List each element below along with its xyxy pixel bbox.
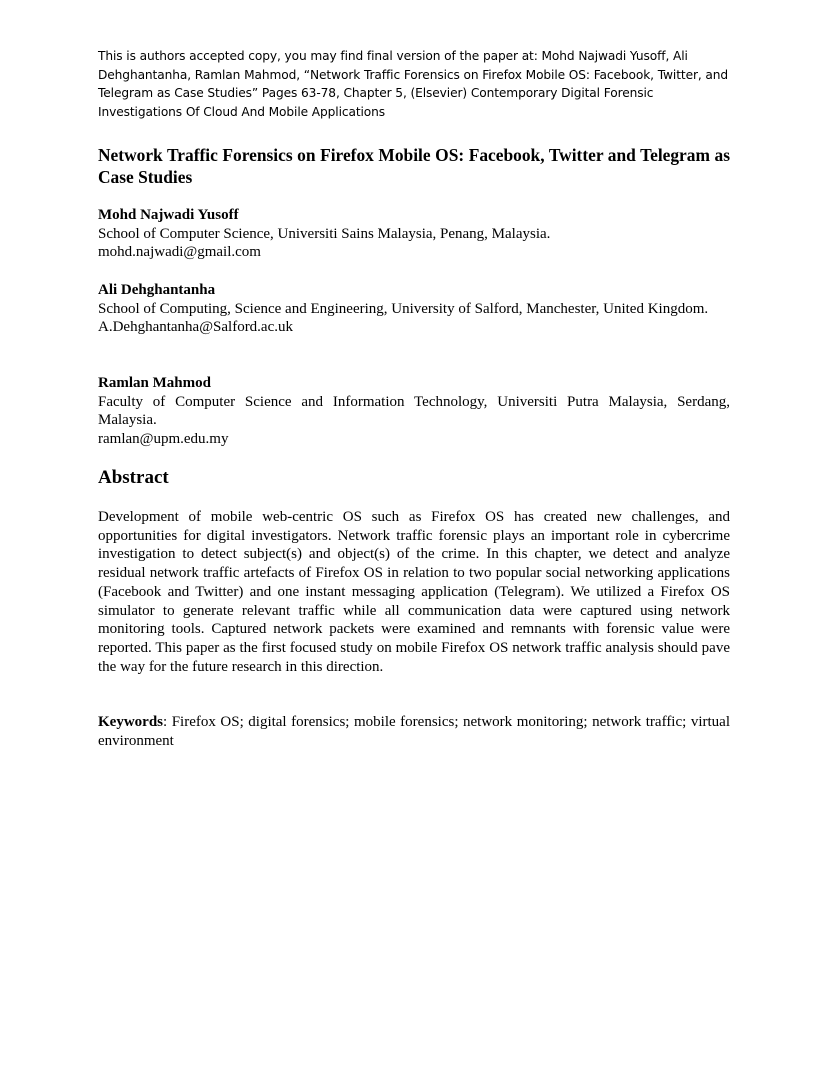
paper-title: Network Traffic Forensics on Firefox Mobile OS: Facebook, Twitter and Telegram as Case Studies xyxy=(98,145,730,187)
author-block-2 xyxy=(98,281,730,337)
keywords-label: Keywords xyxy=(98,714,163,730)
keywords-separator: : xyxy=(163,714,168,730)
author-affiliation: School of Computer Science, Universiti Sains Malaysia, Penang, Malaysia. xyxy=(98,225,551,242)
author-affiliation: Faculty of Computer Science and Information Technology, Universiti Putra Malaysia, Serdang, Malaysia. xyxy=(98,393,730,429)
author-block-3 xyxy=(98,374,730,449)
abstract-text: Development of mobile web-centric OS such as Firefox OS has created new challenges, and opportunities for digital investigators. Network traffic forensic plays an important role in cybercrime investigation to detect subject(s) and object(s) of the crime. In this chapter, we detect and analyze residual network traffic artefacts of Firefox OS in relation to two popular social networking applications (Facebook and Twitter) and one instant messaging application (Telegram). We utilized a Firefox OS simulator to generate relevant traffic while all communication data were captured using network monitoring tools. Captured network packets were examined and remnants with forensic value were reported. This paper as the first focused study on mobile Firefox OS network traffic analysis should pave the way for the future research in this direction. xyxy=(98,509,730,675)
keywords-line xyxy=(98,713,730,750)
keywords-text: Firefox OS; digital forensics; mobile forensics; network monitoring; network traffic; virtual environment xyxy=(98,714,730,749)
abstract-heading: Abstract xyxy=(98,467,169,488)
author-block-1 xyxy=(98,206,730,262)
author-name: Mohd Najwadi Yusoff xyxy=(98,207,239,223)
author-email: A.Dehghantanha@Salford.ac.uk xyxy=(98,319,293,336)
author-affiliation: School of Computing, Science and Engineering, University of Salford, Manchester, United Kingdom. xyxy=(98,300,709,317)
author-email: ramlan@upm.edu.my xyxy=(98,431,229,448)
author-name: Ramlan Mahmod xyxy=(98,375,211,391)
author-name: Ali Dehghantanha xyxy=(98,282,216,298)
accepted-copy-note: This is authors accepted copy, you may find final version of the paper at: Mohd Najwadi Yusoff, Ali Dehghantanha, Ramlan Mahmod, “Network Traffic Forensics on Firefox Mobile OS: Facebook, Twitter, and Telegram as Case Studies” Pages 63-78, Chapter 5, (Elsevier) Contemporary Digital Forensic Investigations Of Cloud And Mobile Applications xyxy=(98,49,729,119)
author-email: mohd.najwadi@gmail.com xyxy=(98,244,261,261)
